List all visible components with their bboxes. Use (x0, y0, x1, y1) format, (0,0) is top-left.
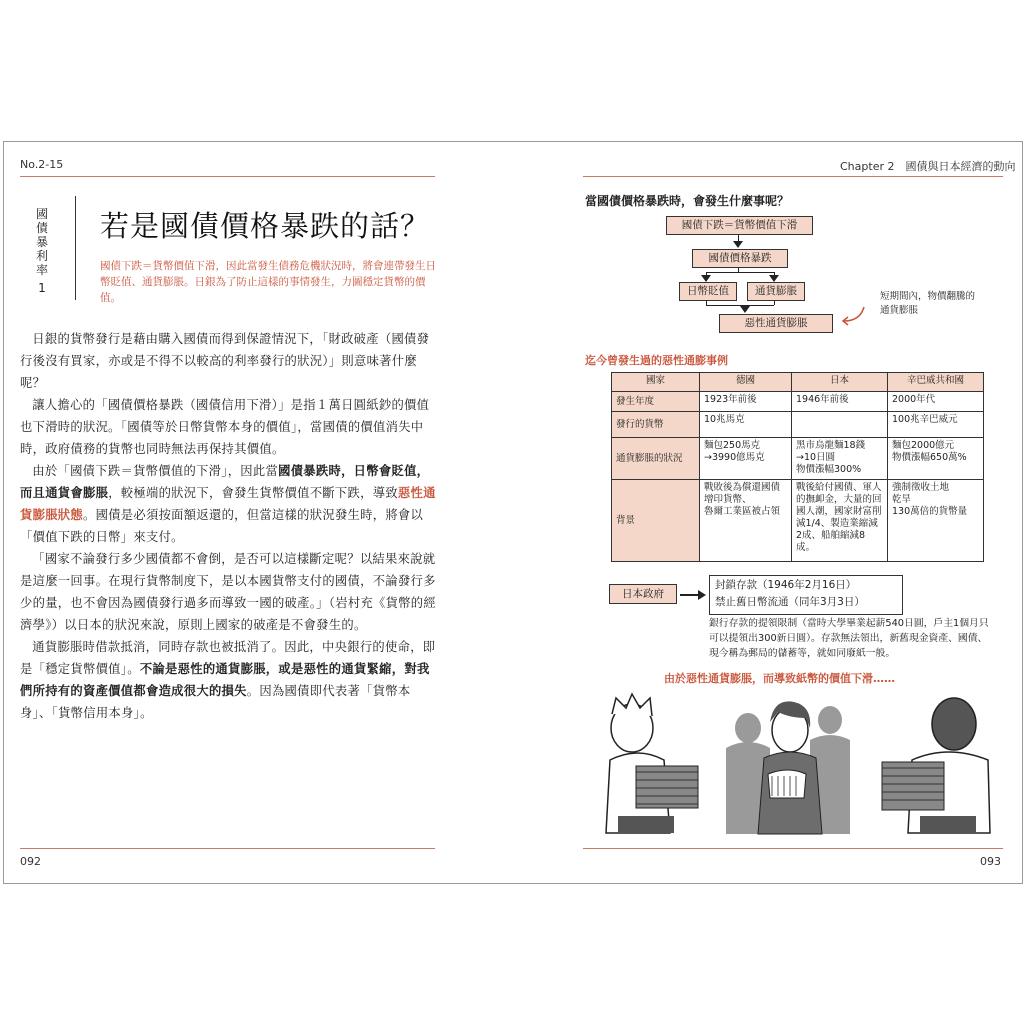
row-label: 發生年度 (612, 392, 700, 412)
paragraph (20, 460, 438, 548)
table-row (612, 480, 984, 562)
emphasis-text: 國債暴跌時，日幣會貶值，而且通貨會膨脹 (20, 464, 430, 500)
flow-title: 當國債價格暴跌時，會發生什麼事呢？ (585, 194, 790, 208)
header-rule-right (583, 176, 1003, 177)
paragraph: 「國家不論發行多少國債都不會倒，是否可以這樣斷定呢？以結果來說就是這麼一回事。在現行貨幣制度下，是以本國貨幣支付的國債，不論發行多少的量，也不會因為國債發行過多而導致一國的破產。」（岩村充《貨幣的經濟學》）以日本的狀況來說，原則上國家的破產是不會發生的。 (20, 552, 436, 632)
highlight-text: 惡性通貨膨脹狀態 (20, 486, 436, 522)
table-cell (792, 412, 888, 438)
curved-arrow-icon (838, 303, 868, 327)
side-char: 國 (36, 207, 49, 221)
paragraph: 讓人擔心的「國債價格暴跌（國債信用下滑）」是指１萬日圓紙鈔的價值也下滑時的狀況。「國債等於日幣貨幣本身的價值」，當國債的價值消失中時，政府債務的貨幣也同時無法再保持其價值。 (20, 398, 430, 456)
side-char: 利 (36, 249, 49, 263)
table-header: 日本 (792, 373, 888, 392)
table-header: 德國 (700, 373, 792, 392)
paragraph (20, 636, 438, 724)
arrow-down-icon (701, 275, 711, 282)
flow-note: 短期間內，物價翻騰的通貨膨脹 (880, 291, 976, 316)
side-char: 1 (38, 281, 46, 295)
title-divider (75, 196, 76, 300)
govt-note: 銀行存款的提領限制（當時大學畢業起薪540日圓，戶主1個月只可以提領出300新日圓）。存款無法領出，新舊現金資產、國債、現今稱為郵局的儲蓄等，就如同廢紙一般。 (709, 618, 989, 659)
text-run: 由於「國債下跌＝貨幣價值的下滑」，因此當 (32, 464, 279, 478)
text-run: 。國債是必須按面額返還的，但當這樣的狀況發生時，將會以「價值下跌的日幣」來支付。 (20, 508, 424, 544)
page-title: 若是國債價格暴跌的話？ (100, 209, 431, 243)
table-cell: 戰敗後為償還國債增印貨幣、 魯爾工業區被占領 (700, 480, 792, 562)
footer-rule-right (583, 848, 1003, 849)
arrow-down-icon (733, 241, 743, 248)
flow-box-inflation: 通貨膨脹 (747, 282, 805, 301)
chapter-header: Chapter 2 國債與日本經濟的動向 (840, 160, 1016, 173)
govt-actions-box (709, 575, 903, 615)
flow-box-yen-depreciation: 日幣貶值 (679, 282, 737, 301)
page-number-left: 092 (20, 855, 41, 868)
table-row (612, 438, 984, 480)
row-label: 背景 (612, 480, 700, 562)
page-header-number: No.2-15 (20, 158, 64, 171)
table-header: 辛巴威共和國 (888, 373, 984, 392)
text-run: ，較極端的狀況下，會發生貨幣價值不斷下跌，導致 (108, 486, 398, 500)
lead-summary: 國債下跌＝貨幣價值下滑，因此當發生債務危機狀況時，將會連帶發生日幣貶值、通貨膨脹。日銀為了防止這樣的事情發生，力圖穩定貨幣的價值。 (100, 260, 436, 304)
flow-box-hyperinflation: 惡性通貨膨脹 (719, 314, 833, 333)
body-text (20, 328, 438, 724)
table-cell: 黑市烏龍麵18錢 →10日圓 物價漲幅300% (792, 438, 888, 480)
crowd-illustration (598, 688, 994, 838)
footer-rule-left (20, 848, 435, 849)
side-char: 暴 (36, 235, 49, 249)
arrow-right-icon (680, 588, 708, 602)
text-run: 通貨膨脹時借款抵消，同時存款也被抵消了。因此，中央銀行的使命，即是「穩定貨幣價值」。 (20, 640, 436, 676)
table-cell: 1946年前後 (792, 392, 888, 412)
hyperinflation-table (611, 372, 984, 562)
row-label: 通貨膨脹的狀況 (612, 438, 700, 480)
side-char: 率 (36, 263, 49, 277)
arrow-down-icon (740, 306, 750, 313)
flow-connector (706, 272, 774, 273)
table-cell: 10兆馬克 (700, 412, 792, 438)
table-header-row (612, 373, 984, 392)
table-header: 國家 (612, 373, 700, 392)
govt-action: 封鎖存款（1946年2月16日） (715, 579, 857, 591)
flow-connector (774, 301, 775, 305)
conclusion-text: 由於惡性通貨膨脹，而導致紙幣的價值下滑…… (664, 672, 895, 685)
flow-box-value-drop: 國債下跌＝貨幣價值下滑 (666, 216, 813, 235)
table-cell: 戰後給付國債、軍人的撫卹金，大量的回國人潮，國家財富削減1/4、製造業縮減2成、船舶縮減8成。 (792, 480, 888, 562)
govt-action: 禁止舊日幣流通（同年3月3日） (715, 596, 865, 608)
table-cell: 麵包250馬克 →3990億馬克 (700, 438, 792, 480)
header-rule-left (20, 176, 435, 177)
cases-title: 迄今曾發生過的惡性通膨事例 (585, 354, 728, 367)
table-cell: 1923年前後 (700, 392, 792, 412)
text-run: 。因為國債即代表著「貨幣本身」、「貨幣信用本身」。 (20, 684, 411, 720)
paragraph: 日銀的貨幣發行是藉由購入國債而得到保證情況下，「財政破產（國債發行後沒有買家，亦或是不得不以較高的利率發行的狀況）」則意味著什麼呢？ (20, 332, 430, 390)
page-number-right: 093 (980, 855, 1001, 868)
side-label (36, 207, 48, 295)
table-row (612, 412, 984, 438)
row-label: 發行的貨幣 (612, 412, 700, 438)
table-cell: 2000年代 (888, 392, 984, 412)
side-char: 債 (36, 221, 49, 235)
emphasis-text: 不論是惡性的通貨膨脹，或是惡性的通貨緊縮，對我們所持有的資產價值都會造成很大的損失 (20, 662, 430, 698)
table-row (612, 392, 984, 412)
govt-label-box: 日本政府 (609, 584, 677, 604)
table-cell: 100兆辛巴威元 (888, 412, 984, 438)
table-cell: 強制徵收土地 乾旱 130萬倍的貨幣量 (888, 480, 984, 562)
flow-box-price-crash: 國債價格暴跌 (692, 249, 788, 268)
arrow-down-icon (769, 275, 779, 282)
table-cell: 麵包2000億元 物價漲幅650萬% (888, 438, 984, 480)
